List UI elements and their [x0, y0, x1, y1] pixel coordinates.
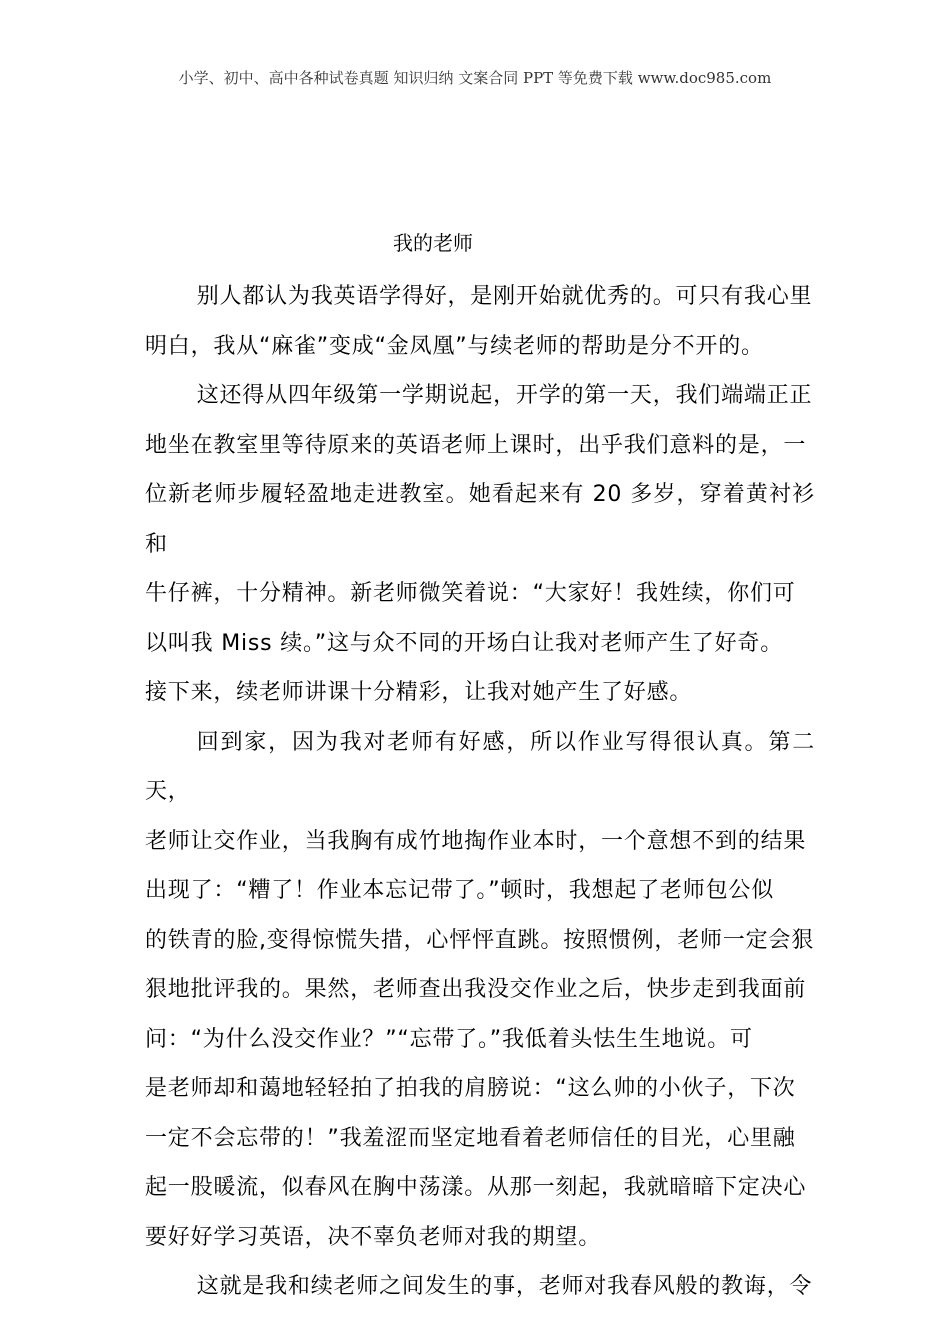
- page-header: 小学、初中、高中各种试卷真题 知识归纳 文案合同 PPT 等免费下载 www.doc985.com: [178, 69, 772, 87]
- paragraph-2: 这还得从四年级第一学期说起，开学的第一天，我们端端正正 地坐在教室里等待原来的英语老师上课时，出乎我们意料的是，一 位新老师步履轻盈地走进教室。她看起来有 20 多岁，穿着黄衬衫和 牛仔裤，十分精神。新老师微笑着说：“大家好！我姓续，你们可 以叫我 Miss 续。”这与众不同的开场白让我对老师产生了好奇。 接下来，续老师讲课十分精彩，让我对她产生了好感。: [145, 383, 815, 705]
- paragraph-4: 这就是我和续老师之间发生的事，老师对我春风般的教诲，令: [196, 1274, 813, 1299]
- essay-body: [145, 272, 815, 1312]
- paragraph-3: 回到家，因为我对老师有好感，所以作业写得很认真。第二天， 老师让交作业，当我胸有成竹地掏作业本时，一个意想不到的结果 出现了：“糟了！作业本忘记带了。”顿时，我想起了老师包公似 的铁青的脸,变得惊慌失措，心怦怦直跳。按照惯例，老师一定会狠 狠地批评我的。果然，老师查出我没交作业之后，快步走到我面前 问：“为什么没交作业？”“忘带了。”我低着头怯生生地说。可 是老师却和蔼地轻轻拍了拍我的肩膀说：“这么帅的小伙子，下次 一定不会忘带的！”我羞涩而坚定地看着老师信任的目光，心里融 起一股暖流，似春风在胸中荡漾。从那一刻起，我就暗暗下定决心 要好好学习英语，决不辜负老师对我的期望。: [145, 729, 815, 1250]
- paragraph-1: 别人都认为我英语学得好，是刚开始就优秀的。可只有我心里 明白，我从“麻雀”变成“金凤凰”与续老师的帮助是分不开的。: [145, 284, 813, 359]
- essay-title: 我的老师: [393, 231, 473, 255]
